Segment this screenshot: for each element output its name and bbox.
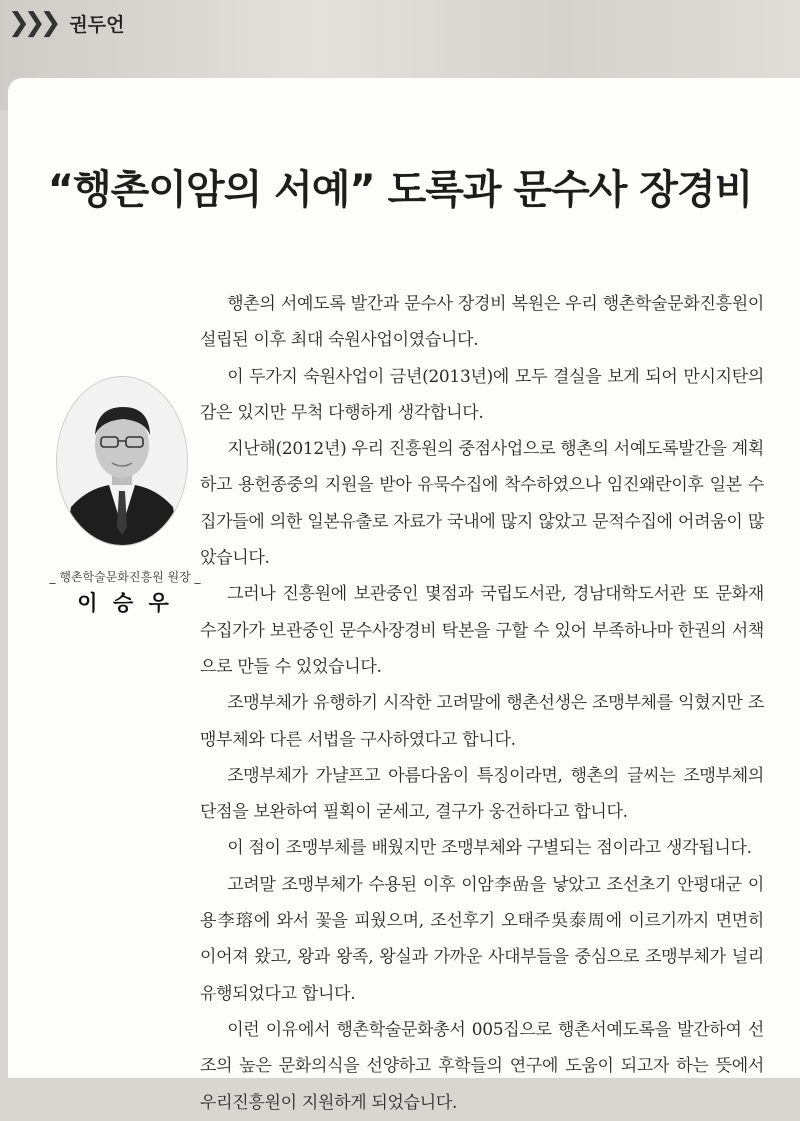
section-title: 권두언 <box>69 13 125 36</box>
article-body <box>200 286 764 1121</box>
paragraph: 조맹부체가 가냘프고 아름다움이 특징이라면, 행촌의 글씨는 조맹부체의 단점을 보완하여 필획이 굳세고, 결구가 웅건하다고 합니다. <box>200 765 764 823</box>
author-caption: _ 행촌학술문화진흥원 원장 _ <box>49 570 201 584</box>
paragraph: 이런 이유에서 행촌학술문화총서 005집으로 행촌서예도록을 발간하여 선조의 높은 문화의식을 선양하고 후학들의 연구에 도움이 되고자 하는 뜻에서 우리진흥원이 지원하게 되었습니다. <box>200 1019 764 1113</box>
paragraph: 행촌의 서예도록 발간과 문수사 장경비 복원은 우리 행촌학술문화진흥원이 설립된 이후 최대 숙원사업이였습니다. <box>200 294 764 351</box>
author-name: 이 승 우 <box>77 591 173 615</box>
paragraph: 이 두가지 숙원사업이 금년(2013년)에 모두 결실을 보게 되어 만시지탄의 감은 있지만 무척 다행하게 생각합니다. <box>200 366 764 423</box>
section-header <box>8 8 124 38</box>
chevron-right-icon: ❯❯❯ <box>8 8 56 38</box>
author-portrait <box>56 376 188 546</box>
person-portrait-icon <box>57 377 187 545</box>
paragraph: 그러나 진흥원에 보관중인 몇점과 국립도서관, 경남대학도서관 또 문화재 수집가가 보관중인 문수사장경비 탁본을 구할 수 있어 부족하나마 한권의 서책으로 만들 수 있었습니다. <box>200 584 764 677</box>
paragraph: 조맹부체가 유행하기 시작한 고려말에 행촌선생은 조맹부체를 익혔지만 조맹부체와 다른 서법을 구사하였다고 합니다. <box>200 693 764 750</box>
paragraph: 고려말 조맹부체가 수용된 이후 이암李嵒을 낳았고 조선초기 안평대군 이용李瑢에 와서 꽃을 피웠으며, 조선후기 오태주吳泰周에 이르기까지 면면히 이어져 왔고, 왕과 왕족, 왕실과 가까운 사대부들을 중심으로 조맹부체가 널리 유행되었다고 합니다. <box>200 874 764 1004</box>
paragraph: 이 점이 조맹부체를 배웠지만 조맹부체와 구별되는 점이라고 생각됩니다. <box>227 838 752 859</box>
paragraph: 지난해(2012년) 우리 진흥원의 중점사업으로 행촌의 서예도록발간을 계획하고 용헌종중의 지원을 받아 유묵수집에 착수하였으나 임진왜란이후 일본 수집가들에 의한 일본유출로 자료가 국내에 많지 않았고 문적수집에 어려움이 많았습니다. <box>200 439 764 569</box>
page-title: “행촌이암의 서예” 도록과 문수사 장경비 <box>47 167 753 213</box>
